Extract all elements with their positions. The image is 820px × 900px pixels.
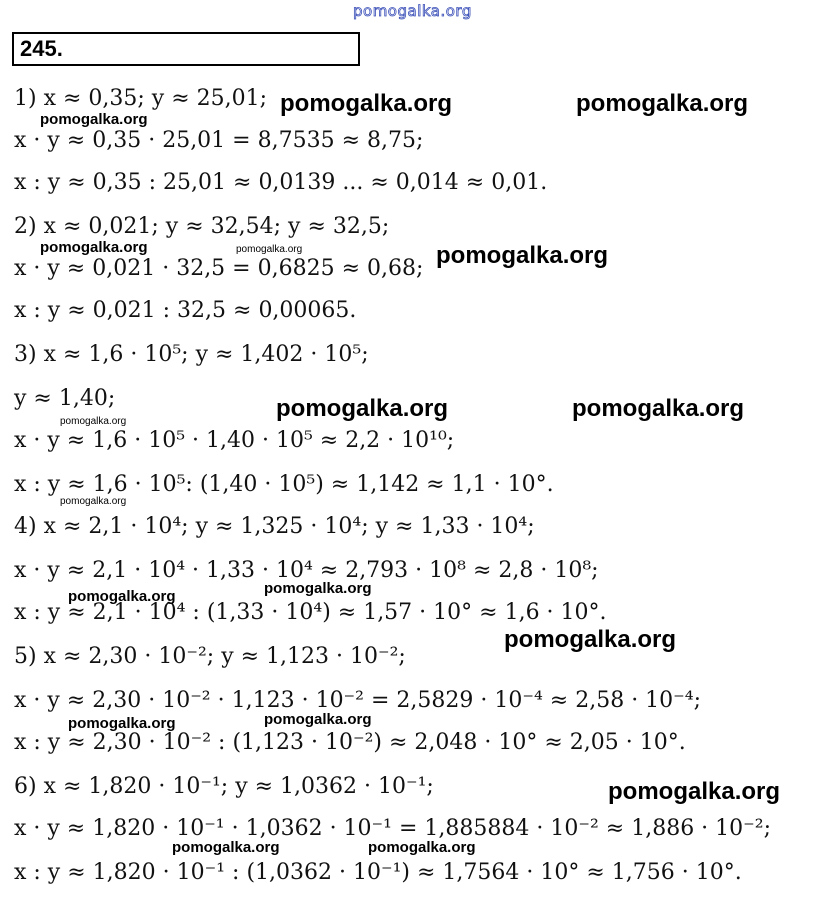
solution-line: x · y ≈ 0,35 · 25,01 = 8,7535 ≈ 8,75;: [14, 128, 424, 153]
watermark: pomogalka.org: [576, 90, 749, 117]
watermark: pomogalka.org: [436, 242, 609, 269]
solution-line: x · y ≈ 1,820 · 10⁻¹ · 1,0362 · 10⁻¹ = 1,885884 · 10⁻² ≈ 1,886 · 10⁻²;: [14, 816, 772, 841]
solution-line: 3) x ≈ 1,6 · 10⁵; y ≈ 1,402 · 10⁵;: [14, 342, 369, 367]
watermark: pomogalka.org: [572, 395, 745, 422]
solution-line: 6) x ≈ 1,820 · 10⁻¹; y ≈ 1,0362 · 10⁻¹;: [14, 774, 434, 799]
solution-line: x : y ≈ 1,6 · 10⁵: (1,40 · 10⁵) ≈ 1,142 ≈ 1,1 · 10°.: [14, 472, 554, 497]
header-watermark: pomogalka.org: [353, 2, 472, 20]
problem-number-box: [12, 32, 360, 66]
solution-line: x : y ≈ 1,820 · 10⁻¹ : (1,0362 · 10⁻¹) ≈ 1,7564 · 10° ≈ 1,756 · 10°.: [14, 860, 742, 885]
watermark: pomogalka.org: [40, 111, 148, 128]
watermark: pomogalka.org: [264, 580, 372, 597]
watermark: pomogalka.org: [40, 239, 148, 256]
solution-line: x : y ≈ 0,021 : 32,5 ≈ 0,00065.: [14, 298, 357, 323]
watermark: pomogalka.org: [504, 626, 677, 653]
solution-line: 1) x ≈ 0,35; y ≈ 25,01;: [14, 86, 268, 111]
watermark: pomogalka.org: [276, 395, 449, 422]
watermark: pomogalka.org: [280, 90, 453, 117]
watermark: pomogalka.org: [264, 711, 372, 728]
watermark: pomogalka.org: [60, 416, 127, 427]
watermark: pomogalka.org: [608, 778, 781, 805]
solution-line: x · y ≈ 1,6 · 10⁵ · 1,40 · 10⁵ ≈ 2,2 · 10¹⁰;: [14, 428, 455, 453]
solution-line: x · y ≈ 2,30 · 10⁻² · 1,123 · 10⁻² = 2,5829 · 10⁻⁴ ≈ 2,58 · 10⁻⁴;: [14, 688, 702, 713]
solution-line: 2) x ≈ 0,021; y ≈ 32,54; y ≈ 32,5;: [14, 214, 390, 239]
solution-line: x : y ≈ 2,1 · 10⁴ : (1,33 · 10⁴) ≈ 1,57 · 10° ≈ 1,6 · 10°.: [14, 600, 607, 625]
watermark: pomogalka.org: [68, 715, 176, 732]
watermark: pomogalka.org: [172, 839, 280, 856]
watermark: pomogalka.org: [368, 839, 476, 856]
watermark: pomogalka.org: [60, 496, 127, 507]
watermark: pomogalka.org: [68, 588, 176, 605]
solution-line: y ≈ 1,40;: [14, 386, 116, 411]
solution-line: 5) x ≈ 2,30 · 10⁻²; y ≈ 1,123 · 10⁻²;: [14, 644, 406, 669]
problem-number: 245.: [20, 36, 63, 61]
solution-line: x · y ≈ 0,021 · 32,5 = 0,6825 ≈ 0,68;: [14, 256, 424, 281]
watermark: pomogalka.org: [236, 244, 303, 255]
solution-line: 4) x ≈ 2,1 · 10⁴; y ≈ 1,325 · 10⁴; y ≈ 1,33 · 10⁴;: [14, 514, 535, 539]
solution-line: x : y ≈ 2,30 · 10⁻² : (1,123 · 10⁻²) ≈ 2,048 · 10° ≈ 2,05 · 10°.: [14, 730, 686, 755]
solution-line: x · y ≈ 2,1 · 10⁴ · 1,33 · 10⁴ ≈ 2,793 · 10⁸ ≈ 2,8 · 10⁸;: [14, 558, 599, 583]
solution-line: x : y ≈ 0,35 : 25,01 ≈ 0,0139 ... ≈ 0,014 ≈ 0,01.: [14, 170, 548, 195]
